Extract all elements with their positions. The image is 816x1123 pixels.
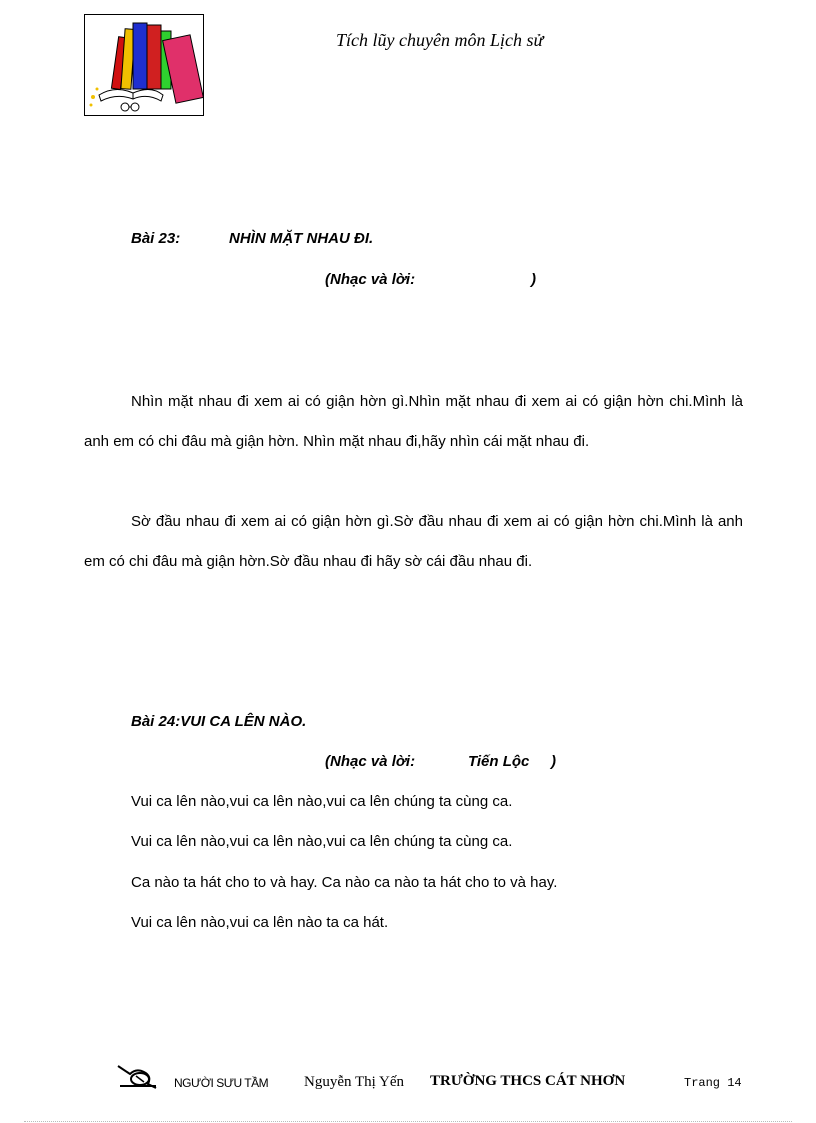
song-23-verse-1: Nhìn mặt nhau đi xem ai có giận hờn gì.Nhìn mặt nhau đi xem ai có giận hờn chi.Mình là anh em có chi đâu mà giận hờn. Nhìn mặt nhau đi,hãy nhìn cái mặt nhau đi. <box>84 393 743 450</box>
song-24-line-3: Ca nào ta hát cho to và hay. Ca nào ca nào ta hát cho to và hay. <box>131 874 558 891</box>
books-illustration <box>85 15 203 115</box>
footer-school: TRƯỜNG THCS CÁT NHƠN <box>430 1073 626 1089</box>
footer-page-number: Trang 14 <box>684 1076 742 1090</box>
song-24-credit-author: Tiến Lộc <box>468 753 530 770</box>
footer-divider <box>24 1121 792 1122</box>
footer-collector-label: NGƯỜI SƯU TẦM <box>174 1076 269 1090</box>
song-23-credit-close: ) <box>531 271 536 288</box>
books-logo-icon <box>84 14 204 116</box>
song-23-verse-2: Sờ đầu nhau đi xem ai có giận hờn gì.Sờ đầu nhau đi xem ai có giận hờn chi.Mình là anh em có chi đâu mà giận hờn.Sờ đầu nhau đi hãy sờ cái đầu nhau đi. <box>84 513 743 570</box>
footer-collector-name: Nguyễn Thị Yến <box>304 1074 404 1090</box>
song-23-heading: Bài 23: <box>131 230 181 247</box>
song-24-line-4: Vui ca lên nào,vui ca lên nào ta ca hát. <box>131 914 389 931</box>
writing-hand-icon <box>116 1062 160 1092</box>
song-24-credit-close: ) <box>551 753 556 770</box>
song-24-line-2: Vui ca lên nào,vui ca lên nào,vui ca lên chúng ta cùng ca. <box>131 833 513 850</box>
header-title: Tích lũy chuyên môn Lịch sử <box>336 30 544 50</box>
song-24-credit-label: (Nhạc và lời: <box>325 753 416 770</box>
song-24-heading: Bài 24:VUI CA LÊN NÀO. <box>131 713 307 730</box>
song-24-line-1: Vui ca lên nào,vui ca lên nào,vui ca lên chúng ta cùng ca. <box>131 793 513 810</box>
song-23-title: NHÌN MẶT NHAU ĐI. <box>229 230 374 247</box>
song-23-credit-label: (Nhạc và lời: <box>325 271 416 288</box>
